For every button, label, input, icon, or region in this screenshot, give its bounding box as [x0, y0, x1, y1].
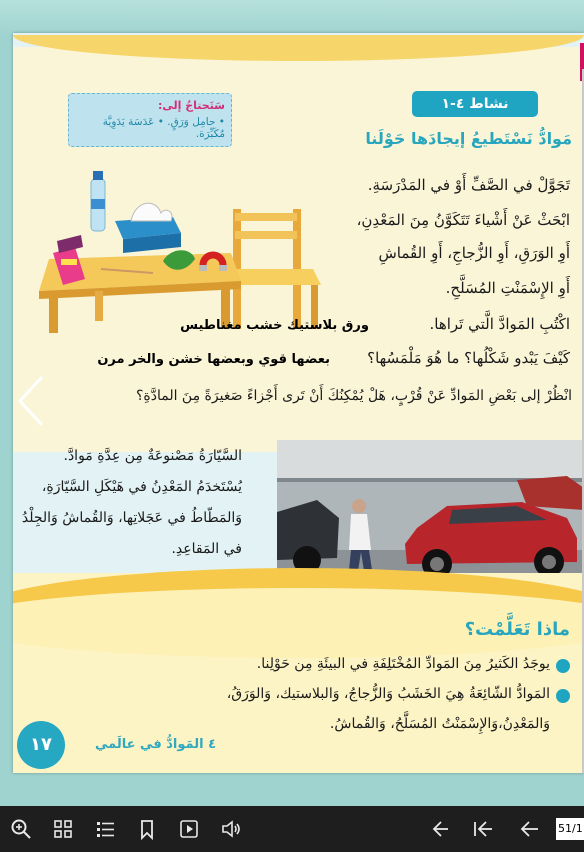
table-illustration: [35, 161, 335, 333]
page-indicator[interactable]: 51/1: [556, 818, 584, 840]
table-of-contents-icon[interactable]: [94, 818, 116, 840]
chapter-footer: ٤ المَوادُّ في عالَمي: [95, 737, 217, 752]
photo-caption-3: وَالمَطّاطُ في عَجَلاتِها، وَالقُماشُ وَالجِلْدُ: [21, 510, 242, 526]
photo-caption-1: السَّيّارَةُ مَصْنوعَةٌ مِن عِدَّةِ مَوادَّ.: [63, 448, 242, 464]
water-bottle-image: [91, 171, 105, 231]
thumbnails-grid-icon[interactable]: [52, 818, 74, 840]
first-page-icon[interactable]: [472, 818, 494, 840]
summary-point-2a: المَوادُّ الشّائِعَةُ هِيَ الخَشَبُ وَالزُّجاجُ، وَالبلاستيك، وَالوَرَقُ،: [226, 686, 550, 702]
page-number: ١٧: [30, 734, 52, 755]
book-page: [13, 33, 584, 773]
activity-title: مَوادُّ نَسْتَطيعُ إيجادَها حَوْلَنا: [365, 129, 572, 148]
photo-caption-4: في المَقاعِدِ.: [171, 541, 242, 557]
student-answer-2[interactable]: بعضها قوي وبعضها خشن والخر مرن: [97, 352, 330, 367]
viewer-toolbar: [0, 806, 584, 852]
materials-needed-box: [68, 93, 232, 147]
summary-bullet-icon: [556, 689, 570, 703]
bookmark-icon[interactable]: [136, 818, 158, 840]
instruction-4: أَوِ الإِسْمَنْتِ المُسَلَّحِ.: [445, 279, 570, 297]
summary-bullet-icon: [556, 659, 570, 673]
materials-needed-title: سَتَحتاجُ إلى:: [157, 99, 225, 112]
instruction-5: اكْتُبِ المَوادَّ الَّتي تَراها.: [429, 315, 570, 333]
instruction-3: أَوِ الوَرَقِ، أَوِ الزُّجاجِ، أَوِ القُماشِ: [378, 244, 570, 262]
previous-page-arrow-icon[interactable]: [16, 375, 46, 427]
media-play-icon[interactable]: [178, 818, 200, 840]
instruction-2: ابْحَثْ عَنْ أَشْياءَ تَتَكَوَّنُ مِنَ المَعْدِنِ،: [356, 211, 570, 229]
summary-point-1: يوجَدُ الكَثيرُ مِنَ المَوادِّ المُخْتَلِفَةِ في البيئَةِ مِن حَوْلِنا.: [256, 656, 550, 672]
page-number-badge: [17, 721, 65, 769]
photo-caption-2: يُسْتَخدَمُ المَعْدِنُ في هَيْكَلِ السَّيّارَةِ،: [41, 479, 242, 495]
instruction-7: انْظُرْ إلى بَعْضِ المَوادِّ عَنْ قُرْبٍ، هَلْ يُمْكِنُكَ أَنْ تَرى أَجْزاءً صَغيرَةً مِنَ المادَّةِ؟: [135, 388, 572, 404]
materials-needed-items: • حامِل وَرَقٍ. • عَدَسَة يَدَوِيَّة مُكَبِّرَة.: [102, 116, 225, 140]
previous-page-icon[interactable]: [518, 818, 540, 840]
zoom-icon[interactable]: [10, 818, 32, 840]
app-background: [0, 0, 584, 36]
instruction-1: تَجَوَّلْ في الصَّفِّ أَوْ في المَدْرَسَةِ.: [367, 176, 570, 194]
activity-badge: [412, 91, 538, 117]
what-did-you-learn-title: ماذا تَعَلَّمْت؟: [464, 619, 570, 640]
activity-badge-label: نشاط ٤-١: [441, 96, 509, 112]
back-icon[interactable]: [428, 818, 450, 840]
summary-point-2b: وَالمَعْدِنُ،وَالإِسْمَنْتُ المُسَلَّحُ، وَالقُماشُ.: [329, 716, 550, 732]
instruction-6: كَيْفَ يَبْدو شَكْلُها؟ ما هُوَ مَلْمَسُها؟: [367, 349, 570, 367]
audio-icon[interactable]: [220, 818, 242, 840]
tissue-box-image: [115, 203, 181, 253]
student-answer-1[interactable]: ورق بلاستيك خشب مغناطيس: [180, 318, 369, 333]
